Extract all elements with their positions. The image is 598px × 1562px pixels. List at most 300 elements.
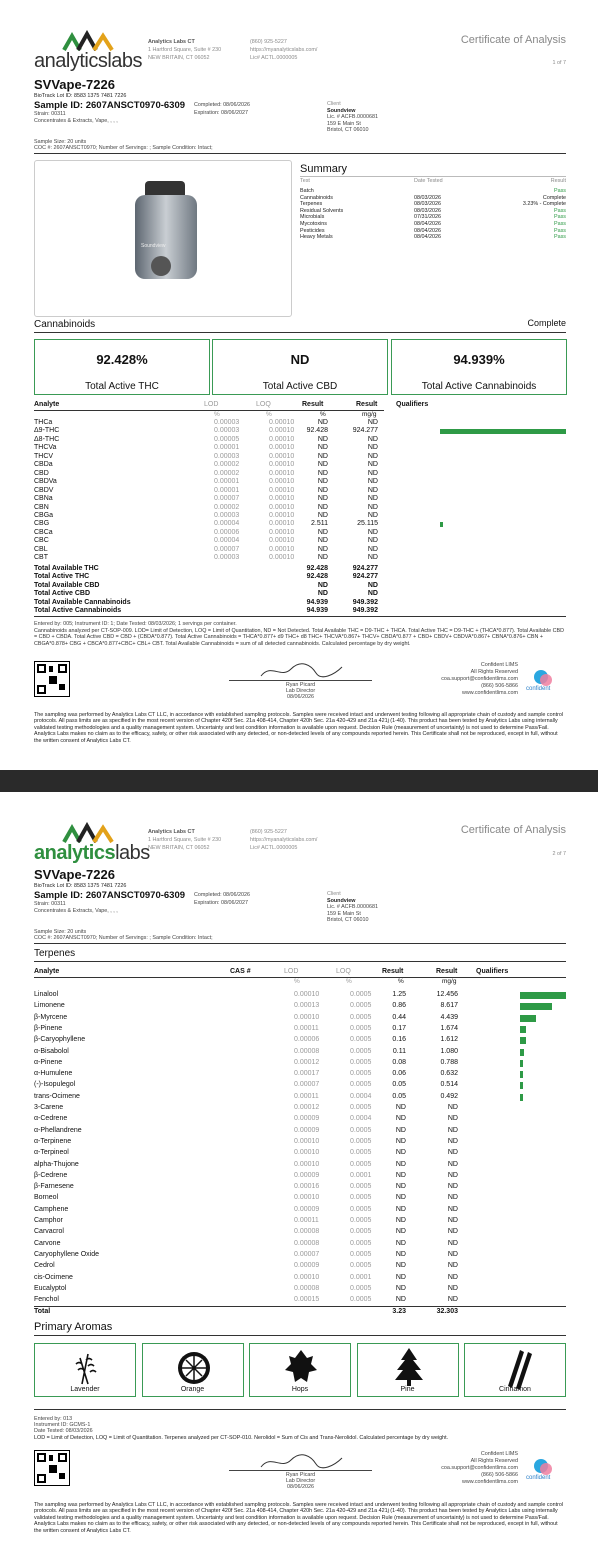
loq-value: 0.0005 bbox=[350, 1126, 372, 1134]
lod-value: 0.00009 bbox=[294, 1262, 320, 1270]
result-percent: 0.17 bbox=[392, 1024, 406, 1032]
result-percent: ND bbox=[395, 1160, 406, 1168]
result-mgg: ND bbox=[447, 1284, 458, 1292]
result-percent: ND bbox=[317, 435, 328, 443]
total-mgg: 32.303 bbox=[436, 1308, 458, 1316]
result-mgg: ND bbox=[367, 495, 378, 503]
lod-value: 0.00010 bbox=[294, 991, 320, 998]
summary-test: Batch bbox=[300, 188, 314, 194]
analytics-labs-logo-icon bbox=[62, 822, 114, 844]
lab-contact: (860) 925-5227 https://myanalyticslabs.com/ Lic# ACTL.0000005 bbox=[250, 829, 318, 851]
doc-title: Certificate of Analysis bbox=[460, 824, 566, 836]
total-row bbox=[34, 1306, 566, 1316]
result-percent: ND bbox=[395, 1183, 406, 1191]
biotrack-id: BioTrack Lot ID: 8583 1375 7481 7226 bbox=[34, 93, 127, 99]
lod-value: 0.00001 bbox=[214, 478, 240, 486]
lod-value: 0.00010 bbox=[294, 1160, 320, 1168]
confident-brand: confident bbox=[526, 1475, 551, 1481]
summary-result: Pass bbox=[554, 188, 566, 194]
table-row bbox=[34, 1148, 566, 1158]
signature-icon bbox=[256, 661, 346, 681]
result-percent: 0.06 bbox=[392, 1070, 406, 1078]
result-mgg: ND bbox=[447, 1194, 458, 1202]
summary-test: Heavy Metals bbox=[300, 234, 333, 241]
table-row bbox=[34, 1103, 566, 1113]
summary-col-date: Date Tested bbox=[414, 178, 443, 184]
loq-value: 0.0001 bbox=[350, 1171, 372, 1179]
lod-value: 0.00004 bbox=[214, 537, 240, 545]
total-name: Total Available THC bbox=[34, 565, 99, 572]
analyte-name: THCa bbox=[34, 419, 53, 426]
aroma-card bbox=[34, 1343, 136, 1397]
result-mgg: 0.788 bbox=[440, 1058, 458, 1066]
loq-value: 0.0005 bbox=[350, 1070, 372, 1078]
result-mgg: ND bbox=[367, 486, 378, 494]
lod-value: 0.00003 bbox=[214, 419, 240, 426]
total-row bbox=[34, 607, 384, 615]
result-mgg: ND bbox=[447, 1104, 458, 1111]
analyte-name: THCV bbox=[34, 452, 54, 460]
summary-row bbox=[300, 234, 566, 241]
result-percent: ND bbox=[395, 1205, 406, 1213]
total-name: Total Active THC bbox=[34, 573, 90, 581]
result-mgg: ND bbox=[447, 1160, 458, 1168]
qualifier-bar bbox=[520, 1026, 526, 1033]
result-percent: ND bbox=[317, 469, 328, 477]
cinnamon-icon bbox=[486, 1344, 546, 1390]
analyte-name: Limonene bbox=[34, 1002, 65, 1010]
table-row bbox=[34, 512, 566, 520]
qualifier-bar bbox=[520, 1049, 524, 1056]
summary-test: Pesticides bbox=[300, 227, 325, 234]
analyte-name: Δ9-THC bbox=[34, 427, 60, 435]
result-percent: 0.08 bbox=[392, 1058, 406, 1066]
total-row bbox=[34, 573, 384, 581]
table-row bbox=[34, 1126, 566, 1136]
summary-col-result: Result bbox=[550, 178, 566, 184]
result-mgg: ND bbox=[367, 435, 378, 443]
lod-value: 0.00003 bbox=[214, 511, 240, 519]
result-percent: 92.428 bbox=[306, 427, 328, 435]
qualifier-bar bbox=[520, 1094, 523, 1101]
analyte-name: Fenchol bbox=[34, 1296, 59, 1304]
table-row bbox=[34, 1080, 566, 1090]
table-row bbox=[34, 1114, 566, 1124]
result-mgg: ND bbox=[447, 1239, 458, 1247]
result-mgg: ND bbox=[447, 1228, 458, 1236]
table-row bbox=[34, 1001, 566, 1011]
loq-value: 0.0005 bbox=[350, 1047, 372, 1055]
lod-value: 0.00007 bbox=[214, 545, 240, 553]
result-percent: ND bbox=[395, 1228, 406, 1236]
expiration-date: Expiration: 08/06/2027 bbox=[194, 110, 248, 116]
table-row bbox=[34, 546, 566, 554]
confident-logo-icon bbox=[531, 668, 555, 688]
aroma-card bbox=[357, 1343, 459, 1397]
table-row bbox=[34, 1227, 566, 1237]
loq-value: 0.00010 bbox=[269, 486, 295, 494]
analyte-name: Carvacrol bbox=[34, 1228, 64, 1236]
product-photo: Soundview bbox=[34, 160, 292, 317]
summary-date: 08/03/2026 bbox=[414, 201, 441, 208]
result-percent: 2.511 bbox=[311, 520, 328, 528]
result-percent: ND bbox=[317, 419, 328, 426]
coc-line: COC #: 2607ANSCT0970; Number of Servings: ; Sample Condition: Intact; bbox=[34, 935, 213, 941]
coa-page-2: analyticslabs Analytics Labs CT 1 Hartford Square, Suite # 230 NEW BRITAIN, CT 06052 (860) 925-5227 https://myanalyticslabs.com/ Lic# ACTL.0000005 Certificate of Analysis 2 of 7 SVVape-7226 BioTrack Lot ID: 8583 1375 7481 7226 Sample ID: 2607ANSCT0970-6309 Strain: 00311 Concentrates & Extracts, Vape, , , , Completed: 08/06/2026 Expiration: 08/06/2027 Client Soundview Lic. # ACFB.0000681 159 E Main St Bristol, CT 06010 Sample Size: 20 units COC #: 2607ANSCT0970; Number of Servings: ; Sample Condition: Intact; Terpenes Analyte CAS # LOD LOQ Result Result Qualifiers % % % mg/g Linalool 0.00010 0.0005 1.25 12.456 Limonene 0.00013 0.0005 0.86 8.617 β-Myrcene 0.00010 0.0005 0.44 4.439 β-Pinene 0.00011 0.0005 0.17 1.674 β-Caryophyllene 0.00006 0.0005 0.16 1.612 α-Bisabolol 0.00008 0.0005 0.11 1.080 α-Pinene 0.00012 0.0005 0.08 0.788 α-Humulene 0.00017 0.0005 0.06 0.632 (-)-Isopulegol 0.00007 0.0005 0.05 0.514 trans-Ocimene 0.00011 0.0004 0.05 0.492 3-Carene 0.00012 0.0005 ND ND α-Cedrene 0.00009 0.0004 ND ND α-Phellandrene 0.00009 0.0005 ND ND α-Terpinene 0.00010 0.0005 ND ND α-Terpineol 0.00010 0.0005 ND ND alpha-Thujone 0.00010 0.0005 ND ND β-Cedrene 0.00009 0.0001 ND ND β-Farnesene 0.00016 0.0005 ND ND Borneol 0.00010 0.0005 ND ND Camphene 0.00009 0.0005 ND ND Camphor 0.00011 0.0005 ND ND Carvacrol 0.00008 0.0005 ND ND Carvone 0.00008 0.0005 ND ND Caryophyllene Oxide 0.00007 0.0005 ND ND Cedrol 0.00009 0.0005 ND ND cis-Ocimene 0.00010 0.0001 ND ND Eucalyptol 0.00008 0.0005 ND ND Fenchol 0.00015 0.0005 ND ND Total 3.23 32.303 Primary Aromas Lavender Orange Hops Pine Cinnamon Entered by: 013 Instrument ID: GCMS-1 Date Tested: 08/03/2026 LOD = Limit of Detection, LOQ = Limit of Quantitation. Terpenes analyzed per CT-SOP-010. Nerolidol = Sum of Cis and Trans-Nerolidol. Calculated percentage by dry weight. Ryan Picard Lab Director 08/06/2026 Confident LIMS All Rights Reserved coa.support@confidentlims.com (866) 506-5866 www.confidentlims.com confident The sampling was performed by Analytics Labs CT LLC, in accordance with established sampling protocols. Samples were received intact and underwent testing following all appropriate chain of custody and sample control protocols. All pass limits are as specified in the most recent version of Chapter 420f Sec. 21a 408-414, Chapter 420h Sec. 21a 420-429 and 21a 421j (1-40). This product has been tested by Analytics Labs using internally validated testing methodologies and a quality management system. Uncertainty and test condition information is available upon request. Decision Rule (measurement of uncertainty) is not used to determine Pass/Fail. Analytics Labs makes no claim as to the efficacy, safety, or other risk associated with any detected, or non-detected levels of any compounds reported herein. This Certificate shall not be reproduced, except in full, without the written consent of Analytics Labs CT. bbox=[0, 792, 598, 1562]
client-info: Client Soundview Lic. # ACFB.0000681 159 E Main St Bristol, CT 06010 bbox=[327, 891, 378, 924]
lod-value: 0.00013 bbox=[294, 1002, 320, 1010]
result-percent: ND bbox=[395, 1137, 406, 1145]
loq-value: 0.0001 bbox=[350, 1273, 372, 1281]
result-percent: ND bbox=[395, 1284, 406, 1292]
table-row bbox=[34, 504, 566, 512]
terpenes-title: Terpenes bbox=[34, 948, 76, 959]
lod-value: 0.00010 bbox=[294, 1149, 320, 1157]
loq-value: 0.00010 bbox=[269, 537, 295, 545]
loq-value: 0.0005 bbox=[350, 1296, 372, 1304]
lod-value: 0.00002 bbox=[214, 469, 240, 477]
summary-result: Pass bbox=[554, 207, 566, 214]
aroma-label: Cinnamon bbox=[499, 1386, 531, 1393]
analyte-name: CBCa bbox=[34, 528, 53, 536]
table-row bbox=[34, 1024, 566, 1034]
result-percent: ND bbox=[395, 1115, 406, 1123]
aroma-label: Orange bbox=[180, 1386, 205, 1393]
total-name: Total Active Cannabinoids bbox=[34, 607, 122, 614]
confident-brand: confident bbox=[526, 686, 551, 692]
lod-value: 0.00012 bbox=[294, 1104, 320, 1111]
analyte-name: α-Phellandrene bbox=[34, 1126, 82, 1134]
loq-value: 0.00010 bbox=[269, 528, 295, 536]
loq-value: 0.0005 bbox=[350, 1058, 372, 1066]
loq-value: 0.0005 bbox=[350, 1194, 372, 1202]
signature-icon bbox=[256, 1452, 346, 1472]
result-mgg: ND bbox=[367, 545, 378, 553]
loq-value: 0.0005 bbox=[350, 1149, 372, 1157]
analyte-name: α-Humulene bbox=[34, 1070, 73, 1078]
table-row bbox=[34, 1193, 566, 1203]
page-number: 2 of 7 bbox=[552, 851, 566, 857]
logo-text: analyticslabs bbox=[34, 842, 150, 864]
result-mgg: ND bbox=[447, 1273, 458, 1281]
logo-text: analyticslabs bbox=[34, 50, 143, 72]
result-percent: 1.25 bbox=[392, 991, 406, 998]
loq-value: 0.00010 bbox=[269, 554, 295, 562]
aroma-card bbox=[464, 1343, 566, 1397]
summary-result: Pass bbox=[554, 234, 566, 241]
result-percent: ND bbox=[317, 444, 328, 452]
client-info: Client Soundview Lic. # ACFB.0000681 159 E Main St Bristol, CT 06010 bbox=[327, 101, 378, 134]
hops-icon bbox=[271, 1344, 331, 1390]
analyte-name: CBT bbox=[34, 554, 48, 562]
page-number: 1 of 7 bbox=[552, 60, 566, 66]
lab-info: Analytics Labs CT 1 Hartford Square, Suite # 230 NEW BRITAIN, CT 06052 bbox=[148, 39, 222, 61]
primary-aromas-title: Primary Aromas bbox=[34, 1321, 113, 1333]
table-row bbox=[34, 1182, 566, 1192]
analyte-name: β-Cedrene bbox=[34, 1171, 68, 1179]
loq-value: 0.00010 bbox=[269, 495, 295, 503]
analyte-name: CBNa bbox=[34, 495, 53, 503]
result-mgg: 0.492 bbox=[440, 1092, 458, 1100]
lod-value: 0.00009 bbox=[294, 1115, 320, 1123]
loq-value: 0.0005 bbox=[350, 1228, 372, 1236]
total-mgg: 924.277 bbox=[352, 565, 378, 572]
analyte-name: CBGa bbox=[34, 511, 54, 519]
loq-value: 0.0005 bbox=[350, 991, 372, 998]
lod-value: 0.00010 bbox=[294, 1194, 320, 1202]
analyte-name: α-Terpineol bbox=[34, 1149, 69, 1157]
result-percent: ND bbox=[317, 545, 328, 553]
result-mgg: ND bbox=[367, 537, 378, 545]
result-percent: 0.05 bbox=[392, 1092, 406, 1100]
qualifier-bar bbox=[440, 522, 443, 527]
doc-title: Certificate of Analysis bbox=[460, 34, 566, 46]
sample-size: Sample Size: 20 units bbox=[34, 929, 87, 935]
summary-result: 3.23% - Complete bbox=[522, 201, 566, 208]
cannabinoid-notes-1: Entered by: 005; Instrument ID: 1; Date Tested: 08/03/2026; 1 servings per container. bbox=[34, 621, 237, 627]
analyte-name: α-Pinene bbox=[34, 1058, 63, 1066]
analyte-name: α-Terpinene bbox=[34, 1137, 72, 1145]
lod-value: 0.00008 bbox=[294, 1228, 320, 1236]
table-row bbox=[34, 1205, 566, 1215]
lod-value: 0.00001 bbox=[214, 486, 240, 494]
result-mgg: ND bbox=[447, 1149, 458, 1157]
result-percent: ND bbox=[317, 503, 328, 511]
total-cbd-box: ND Total Active CBD bbox=[212, 339, 388, 395]
result-percent: 0.05 bbox=[392, 1081, 406, 1089]
table-row bbox=[34, 419, 566, 427]
table-row bbox=[34, 1047, 566, 1057]
result-mgg: ND bbox=[447, 1115, 458, 1123]
table-row bbox=[34, 495, 566, 503]
analyte-name: CBDVa bbox=[34, 478, 57, 486]
sample-size: Sample Size: 20 units bbox=[34, 139, 87, 145]
aroma-card bbox=[249, 1343, 351, 1397]
result-percent: 0.16 bbox=[392, 1036, 406, 1044]
total-percent: 92.428 bbox=[306, 565, 328, 572]
loq-value: 0.00010 bbox=[269, 469, 295, 477]
summary-test: Microbials bbox=[300, 214, 325, 221]
aroma-label: Lavender bbox=[70, 1386, 100, 1393]
loq-value: 0.0005 bbox=[350, 1036, 372, 1044]
product-name: SVVape-7226 bbox=[34, 77, 115, 92]
table-row bbox=[34, 1239, 566, 1249]
confident-lims-info: Confident LIMS All Rights Reserved coa.support@confidentlims.com (866) 506-5866 www.confidentlims.com bbox=[441, 1451, 518, 1485]
summary-date: 07/31/2026 bbox=[414, 214, 441, 221]
lod-value: 0.00010 bbox=[294, 1137, 320, 1145]
total-percent: ND bbox=[317, 581, 328, 589]
cannabinoids-title: Cannabinoids bbox=[34, 319, 96, 330]
analyte-name: 3-Carene bbox=[34, 1104, 64, 1111]
result-percent: ND bbox=[395, 1262, 406, 1270]
table-row bbox=[34, 461, 566, 469]
table-row bbox=[34, 1295, 566, 1305]
summary-result: Pass bbox=[554, 214, 566, 221]
loq-value: 0.0005 bbox=[350, 1002, 372, 1010]
analyte-name: (-)-Isopulegol bbox=[34, 1081, 76, 1089]
aroma-label: Pine bbox=[400, 1386, 415, 1393]
table-row bbox=[34, 1261, 566, 1271]
analyte-name: β-Farnesene bbox=[34, 1183, 74, 1191]
result-mgg: 1.612 bbox=[440, 1036, 458, 1044]
loq-value: 0.0005 bbox=[350, 1239, 372, 1247]
summary-title: Summary bbox=[300, 163, 348, 175]
table-row bbox=[34, 444, 566, 452]
result-mgg: ND bbox=[447, 1171, 458, 1179]
total-percent: ND bbox=[317, 590, 328, 598]
result-percent: ND bbox=[317, 461, 328, 469]
loq-value: 0.0005 bbox=[350, 1104, 372, 1111]
result-percent: ND bbox=[395, 1217, 406, 1224]
result-mgg: ND bbox=[447, 1217, 458, 1224]
analyte-name: β-Pinene bbox=[34, 1024, 63, 1032]
confident-lims-info: Confident LIMS All Rights Reserved coa.support@confidentlims.com (866) 506-5866 www.confidentlims.com bbox=[441, 662, 518, 696]
result-mgg: ND bbox=[367, 452, 378, 460]
result-mgg: ND bbox=[367, 554, 378, 562]
table-row bbox=[34, 1058, 566, 1068]
qualifier-bar bbox=[520, 992, 566, 999]
result-mgg: ND bbox=[367, 419, 378, 426]
terpene-notes: Entered by: 013 Instrument ID: GCMS-1 Date Tested: 08/03/2026 LOD = Limit of Detection, LOQ = Limit of Quantitation. Terpenes analyzed per CT-SOP-010. Nerolidol = Sum of Cis and Trans-Nerolidol. Calculated percentage by dry weight. bbox=[34, 1416, 449, 1441]
lab-info: Analytics Labs CT 1 Hartford Square, Suite # 230 NEW BRITAIN, CT 06052 bbox=[148, 829, 222, 851]
qualifier-bar bbox=[520, 1060, 523, 1067]
result-mgg: ND bbox=[367, 511, 378, 519]
result-mgg: ND bbox=[367, 444, 378, 452]
qr-code-icon bbox=[34, 661, 70, 697]
result-percent: ND bbox=[395, 1171, 406, 1179]
summary-date: 08/04/2026 bbox=[414, 234, 441, 241]
lod-value: 0.00003 bbox=[214, 452, 240, 460]
summary-test: Cannabinoids bbox=[300, 194, 333, 201]
analyte-name: Caryophyllene Oxide bbox=[34, 1250, 99, 1258]
lod-value: 0.00006 bbox=[294, 1036, 320, 1044]
result-percent: ND bbox=[317, 554, 328, 562]
lod-value: 0.00015 bbox=[294, 1296, 320, 1304]
result-percent: ND bbox=[317, 495, 328, 503]
total-row bbox=[34, 590, 384, 598]
loq-value: 0.00010 bbox=[269, 452, 295, 460]
loq-value: 0.0004 bbox=[350, 1092, 372, 1100]
total-percent: 94.939 bbox=[306, 607, 328, 614]
analyte-name: Borneol bbox=[34, 1194, 59, 1202]
confident-logo-icon bbox=[531, 1457, 555, 1477]
total-percent: 94.939 bbox=[306, 598, 328, 606]
analyte-name: cis-Ocimene bbox=[34, 1273, 73, 1281]
result-mgg: 1.674 bbox=[440, 1024, 458, 1032]
lod-value: 0.00008 bbox=[294, 1239, 320, 1247]
lod-value: 0.00011 bbox=[294, 1217, 319, 1224]
result-mgg: ND bbox=[367, 478, 378, 486]
table-row bbox=[34, 1216, 566, 1226]
qualifier-bar bbox=[520, 1082, 523, 1089]
result-mgg: ND bbox=[447, 1296, 458, 1304]
lod-value: 0.00008 bbox=[294, 1047, 320, 1055]
table-row bbox=[34, 453, 566, 461]
result-percent: ND bbox=[317, 511, 328, 519]
product-name: SVVape-7226 bbox=[34, 867, 115, 882]
summary-result: Complete bbox=[542, 194, 566, 201]
category: Concentrates & Extracts, Vape, , , , bbox=[34, 908, 118, 914]
signer-block: Ryan Picard Lab Director 08/06/2026 bbox=[285, 1472, 316, 1490]
lod-value: 0.00008 bbox=[294, 1284, 320, 1292]
analyte-name: CBN bbox=[34, 503, 49, 511]
result-percent: ND bbox=[395, 1250, 406, 1258]
qualifier-bar bbox=[520, 1071, 523, 1078]
qualifier-bar bbox=[520, 1003, 552, 1010]
result-mgg: ND bbox=[447, 1137, 458, 1145]
result-percent: ND bbox=[395, 1239, 406, 1247]
lod-value: 0.00001 bbox=[214, 444, 240, 452]
analyte-name: CBG bbox=[34, 520, 50, 528]
result-mgg: ND bbox=[367, 469, 378, 477]
analyte-name: CBDV bbox=[34, 486, 54, 494]
qr-code-icon bbox=[34, 1450, 70, 1486]
loq-value: 0.0005 bbox=[350, 1081, 372, 1089]
loq-value: 0.00010 bbox=[269, 444, 295, 452]
loq-value: 0.0005 bbox=[350, 1183, 372, 1191]
loq-value: 0.00010 bbox=[269, 427, 295, 435]
total-row bbox=[34, 565, 384, 573]
analyte-name: CBL bbox=[34, 545, 48, 553]
qualifier-bar bbox=[440, 429, 566, 434]
table-row bbox=[34, 990, 566, 1000]
loq-value: 0.0005 bbox=[350, 1217, 372, 1224]
loq-value: 0.0005 bbox=[350, 1024, 372, 1032]
result-percent: 0.11 bbox=[392, 1047, 406, 1055]
total-mgg: 949.392 bbox=[352, 607, 378, 614]
loq-value: 0.00010 bbox=[269, 503, 295, 511]
strain: Strain: 00311 bbox=[34, 111, 66, 117]
result-percent: ND bbox=[395, 1126, 406, 1134]
table-row bbox=[34, 520, 566, 528]
analyte-name: β-Myrcene bbox=[34, 1013, 68, 1021]
result-mgg: 4.439 bbox=[440, 1013, 458, 1021]
total-mgg: ND bbox=[367, 581, 378, 589]
qualifier-bar bbox=[520, 1015, 536, 1022]
disclaimer: The sampling was performed by Analytics Labs CT LLC, in accordance with established sampling protocols. Samples were received intact and underwent testing following all appropriate chain of custody and sample control protocols. All pass limits are as specified in the most recent version of Chapter 420f Sec. 21a 408-414, Chapter 420h Sec. 21a 420-429 and 21a 421j (1-40). This product has been tested by Analytics Labs using internally validated testing methodologies and a quality management system. Uncertainty and test condition information is available upon request. Decision Rule (measurement of uncertainty) is not used to determine Pass/Fail. Analytics Labs makes no claim as to the efficacy, safety, or other risk associated with any detected, or non-detected levels of any compounds reported herein. This Certificate shall not be reproduced, except in full, without the written consent of Analytics Labs CT. bbox=[34, 712, 564, 744]
analyte-name: Eucalyptol bbox=[34, 1284, 67, 1292]
result-mgg: 8.617 bbox=[440, 1002, 458, 1010]
total-name: Total bbox=[34, 1308, 51, 1316]
total-mgg: ND bbox=[367, 590, 378, 598]
result-mgg: ND bbox=[447, 1205, 458, 1213]
result-percent: ND bbox=[395, 1296, 406, 1304]
result-mgg: 0.514 bbox=[440, 1081, 458, 1089]
result-percent: ND bbox=[395, 1194, 406, 1202]
loq-value: 0.0005 bbox=[350, 1137, 372, 1145]
result-percent: ND bbox=[317, 537, 328, 545]
lod-value: 0.00004 bbox=[214, 520, 240, 528]
table-row bbox=[34, 478, 566, 486]
analyte-name: alpha-Thujone bbox=[34, 1160, 79, 1168]
result-mgg: ND bbox=[367, 528, 378, 536]
lod-value: 0.00011 bbox=[294, 1092, 319, 1100]
loq-value: 0.0005 bbox=[350, 1013, 372, 1021]
result-mgg: 12.456 bbox=[436, 991, 458, 998]
lod-value: 0.00005 bbox=[214, 435, 240, 443]
lod-value: 0.00009 bbox=[294, 1171, 320, 1179]
lod-value: 0.00012 bbox=[294, 1058, 320, 1066]
aroma-label: Hops bbox=[291, 1386, 309, 1393]
total-name: Total Available Cannabinoids bbox=[34, 598, 131, 606]
coc-line: COC #: 2607ANSCT0970; Number of Servings: ; Sample Condition: Intact; bbox=[34, 145, 213, 151]
table-row bbox=[34, 1137, 566, 1147]
result-percent: ND bbox=[317, 486, 328, 494]
analyte-name: β-Caryophyllene bbox=[34, 1036, 86, 1044]
lod-value: 0.00010 bbox=[294, 1273, 320, 1281]
completed-date: Completed: 08/06/2026 bbox=[194, 102, 251, 108]
result-percent: ND bbox=[317, 478, 328, 486]
